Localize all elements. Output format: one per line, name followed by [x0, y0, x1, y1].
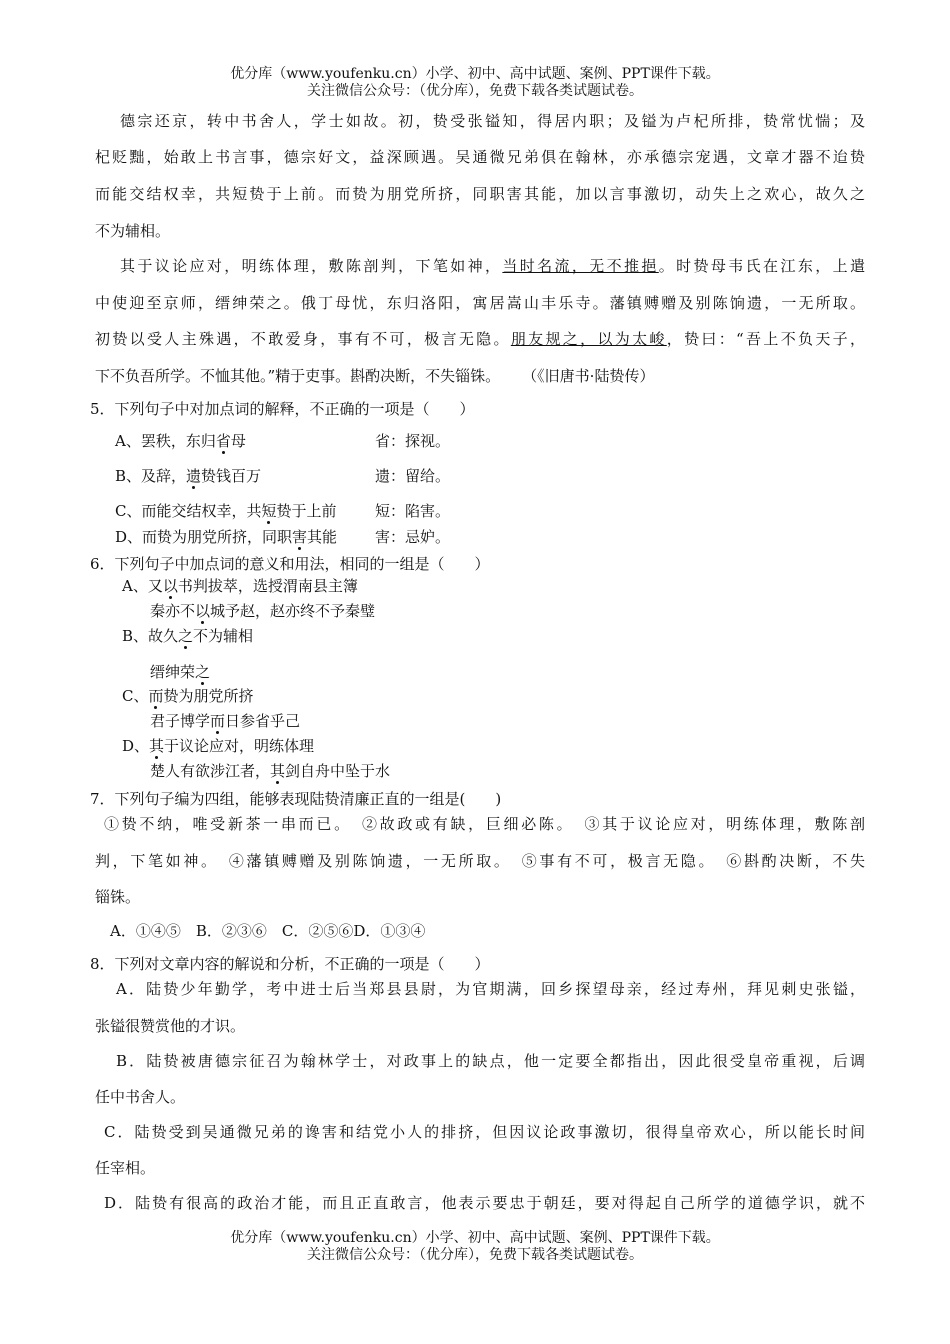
q6-option-c-line-2 [150, 711, 920, 731]
option-text: A、罢秩，东归 [115, 432, 216, 450]
dotted-word: 而 [210, 712, 226, 730]
q8-option-c-line-1: C．陆贽受到吴通微兄弟的谗害和结党小人的排挤，但因议论政事激切，很得皇帝欢心，所以能长时间 [104, 1123, 865, 1141]
q8-option-b-line-1: B．陆贽被唐德宗征召为翰林学士，对政事上的缺点，他一定要全都指出，因此很受皇帝重视，后调 [116, 1052, 865, 1070]
passage-p1-line-1: 德宗还京，转中书舍人，学士如故。初，贽受张镒知，得居内职；及镒为卢杞所排，贽常忧惴；及 [120, 112, 865, 130]
q5-stem: 5．下列句子中对加点词的解释，不正确的一项是（ ） [90, 400, 475, 418]
header-line-1: 优分库（www.youfenku.cn）小学、初中、高中试题、案例、PPT课件下载。 [230, 66, 720, 82]
option-text: 缙绅荣 [150, 663, 196, 681]
q5-option-c-explanation: 短：陷害。 [375, 502, 451, 520]
q7-items-line-3: 锱铢。 [95, 888, 141, 906]
q6-option-a-line-2 [150, 601, 920, 621]
passage-text: 初贽以受人主殊遇，不敢爱身，事有不可，极言无隐。 [95, 330, 511, 348]
q6-option-b-line-2 [150, 662, 920, 682]
footer-line-2: 关注微信公众号：（优分库），免费下载各类试题试卷。 [307, 1247, 643, 1263]
header-line-2: 关注微信公众号：（优分库），免费下载各类试题试卷。 [307, 83, 643, 99]
option-text: D、而贽为朋党所挤，同职 [115, 528, 293, 546]
dotted-word: 省 [215, 432, 231, 450]
passage-p2-line-3 [95, 329, 865, 349]
q7-items-line-1: ①贽不纳，唯受新茶一串而已。 ②故政或有缺，巨细必陈。 ③其于议论应对，明练体理，敷陈剖 [104, 815, 865, 833]
passage-text: 其于议论应对，明练体理，敷陈剖判，下笔如神， [120, 257, 503, 275]
passage-text: ，贽曰：“吾上不负天子， [666, 330, 865, 348]
option-text: C、 [122, 687, 149, 705]
q6-option-d-line-2 [150, 761, 920, 781]
dotted-word: 以 [195, 602, 211, 620]
option-text: 秦亦不 [150, 602, 196, 620]
passage-source: （《旧唐书·陆贽传） [522, 367, 655, 385]
q8-option-a-line-2: 张镒很赞赏他的才识。 [95, 1017, 246, 1035]
footer-line-1: 优分库（www.youfenku.cn）小学、初中、高中试题、案例、PPT课件下载。 [230, 1230, 720, 1246]
passage-p1-line-3: 而能交结权幸，共短贽于上前。而贽为朋党所挤，同职害其能，加以言事激切，动失上之欢心，故久之 [95, 185, 865, 203]
option-text: B、及辞， [115, 467, 187, 485]
dotted-word: 以 [162, 577, 178, 595]
option-text: D、 [122, 737, 150, 755]
passage-p1-line-2: 杞贬黜，始敢上书言事，德宗好文，益深顾遇。吴通微兄弟俱在翰林，亦承德宗宠遇，文章才器不迨贽 [95, 148, 865, 166]
option-text: A、又 [122, 577, 163, 595]
passage-text: 下不负吾所学。不恤其他。”精于吏事。斟酌决断，不失锱铢。 [95, 367, 501, 385]
q6-option-a-line-1 [122, 576, 892, 596]
option-text: 君子博学 [150, 712, 211, 730]
dotted-word: 遗 [186, 467, 202, 485]
q8-option-d-line-1: D．陆贽有很高的政治才能，而且正直敢言，他表示要忠于朝廷，要对得起自己所学的道德学识，就不 [104, 1194, 865, 1212]
q5-option-d-explanation: 害：忌妒。 [375, 528, 451, 546]
passage-text: 。时贽母韦氏在江东，上遣 [658, 257, 865, 275]
q6-option-b-line-1 [122, 626, 892, 646]
option-text: 楚人有欲涉江者， [150, 762, 271, 780]
option-text: 剑自舟中坠于水 [285, 762, 391, 780]
passage-p2-line-2: 中使迎至京师，缙绅荣之。俄丁母忧，东归洛阳，寓居嵩山丰乐寺。藩镇赙赠及别陈饷遗，一无所取。 [95, 294, 865, 312]
underlined-phrase-2: 朋友规之，以为太峻 [510, 330, 667, 348]
option-text: 日参省乎己 [225, 712, 301, 730]
q5-option-a-explanation: 省：探视。 [375, 432, 451, 450]
option-text: 不为辅相 [193, 627, 254, 645]
q7-stem: 7．下列句子编为四组，能够表现陆贽清廉正直的一组是( ) [90, 790, 502, 808]
q6-option-c-line-1 [122, 686, 892, 706]
option-text: 其能 [307, 528, 338, 546]
option-text: 城予赵，赵亦终不予秦璧 [210, 602, 376, 620]
option-text: 贽钱百万 [201, 467, 262, 485]
q8-option-a-line-1: A．陆贽少年勤学，考中进士后当郑县县尉，为官期满，回乡探望母亲，经过寿州，拜见刺史张镒， [116, 980, 865, 998]
option-text: B、故久 [122, 627, 179, 645]
passage-p2-line-1 [120, 256, 865, 276]
dotted-word: 其 [270, 762, 286, 780]
passage-p1-line-4: 不为辅相。 [95, 222, 171, 240]
option-text: 书判拔萃，选授渭南县主簿 [177, 577, 358, 595]
option-text: 贽于上前 [276, 502, 337, 520]
option-text: 母 [230, 432, 246, 450]
q6-option-d-line-1 [122, 736, 892, 756]
dotted-word: 害 [292, 528, 308, 546]
dotted-word: 而 [148, 687, 164, 705]
passage-p2-line-4 [95, 366, 865, 386]
option-text: 于议论应对，明练体理 [164, 737, 315, 755]
dotted-word: 之 [178, 627, 194, 645]
q7-options: A．①④⑤ B．②③⑥ C．②⑤⑥D．①③④ [110, 922, 426, 940]
dotted-word: 短 [261, 502, 277, 520]
q6-stem: 6．下列句子中加点词的意义和用法，相同的一组是（ ） [90, 555, 490, 573]
dotted-word: 其 [149, 737, 165, 755]
q7-items-line-2: 判，下笔如神。 ④藩镇赙赠及别陈饷遗，一无所取。 ⑤事有不可，极言无隐。 ⑥斟酌决断，不失 [95, 852, 865, 870]
q8-stem: 8．下列对文章内容的解说和分析，不正确的一项是（ ） [90, 955, 490, 973]
option-text: 贽为朋党所挤 [163, 687, 254, 705]
option-text: C、而能交结权幸，共 [115, 502, 262, 520]
q8-option-b-line-2: 任中书舍人。 [95, 1088, 186, 1106]
dotted-word: 之 [195, 663, 211, 681]
q8-option-c-line-2: 任宰相。 [95, 1159, 156, 1177]
q5-option-b-explanation: 遗：留给。 [375, 467, 451, 485]
underlined-phrase-1: 当时名流，无不推挹 [502, 257, 659, 275]
